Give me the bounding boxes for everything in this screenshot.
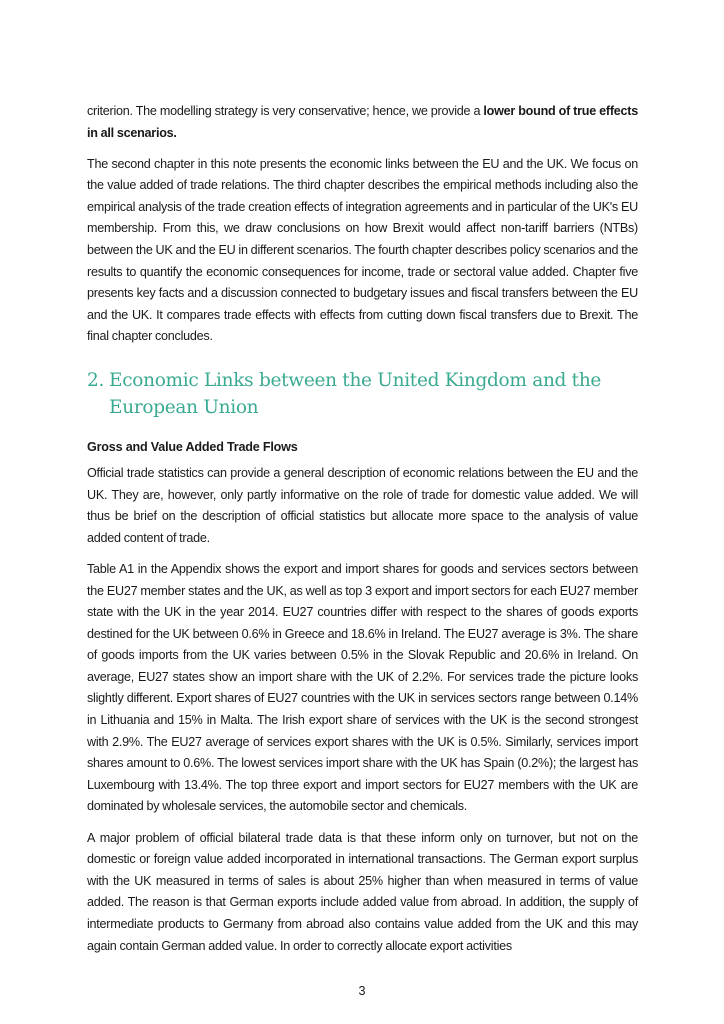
bold-emphasis: lower bound of true effects in all scenarios. (87, 104, 638, 140)
paragraph-value-added: A major problem of official bilateral trade data is that these inform only on turnover, but not on the domestic or foreign value added incorporated in international transactions. The German export surplus with the UK measured in terms of sales is about 25% higher than when measured in terms of value added. The reason is that German exports include added value from abroad. In addition, the supply of intermediate products to Germany from abroad also contains value added from the UK and this may again contain German added value. In order to correctly allocate export activities (87, 830, 638, 953)
section-number: 2. (87, 370, 105, 392)
page-number: 3 (358, 984, 366, 999)
paragraph-table-a1: Table A1 in the Appendix shows the export and import shares for goods and services sectors between the EU27 member states and the UK, as well as top 3 export and import sectors for each EU27 member state with the UK in the year 2014. EU27 countries differ with respect to the shares of goods exports destined for the UK between 0.6% in Greece and 18.6% in Ireland. The EU27 average is 3%. The share of goods imports from the UK varies between 0.5% in the Slovak Republic and 20.6% in Ireland. On average, EU27 states show an import share with the UK of 2.2%. For services trade the picture looks slightly different. Export shares of EU27 countries with the UK in services sectors range between 0.14% in Lithuania and 15% in Malta. The Irish export share of services with the UK is the second strongest with 2.9%. The EU27 average of services export shares with the UK is 0.5%. Similarly, services import shares amount to 0.6%. The lowest services import share with the UK has Spain (0.2%); the largest has Luxembourg with 13.4%. The top three export and import sectors for EU27 members with the UK are dominated by wholesale services, the automobile sector and chemicals. (87, 561, 638, 814)
section-title: Economic Links between the United Kingdom and the European Union (109, 370, 602, 419)
subsection-heading: Gross and Value Added Trade Flows (87, 440, 298, 455)
paragraph-chapter-overview: The second chapter in this note presents the economic links between the EU and the UK. We focus on the value added of trade relations. The third chapter describes the empirical methods including also the empirical analysis of the trade creation effects of integration agreements and in particular of the UK's EU membership. From this, we draw conclusions on how Brexit would affect non-tariff barriers (NTBs) between the UK and the EU in different scenarios. The fourth chapter describes policy scenarios and the results to quantify the economic consequences for income, trade or sectoral value added. Chapter five presents key facts and a discussion connected to budgetary issues and fiscal transfers between the EU and the UK. It compares trade effects with effects from cutting down fiscal transfers due to Brexit. The final chapter concludes. (87, 156, 638, 344)
paragraph-intro-end (87, 101, 638, 144)
document-body (87, 0, 638, 957)
paragraph-text: criterion. The modelling strategy is very conservative; hence, we provide a (87, 104, 484, 118)
paragraph-official-stats: Official trade statistics can provide a general description of economic relations between the EU and the UK. They are, however, only partly informative on the role of trade for domestic value added. We will thus be brief on the description of official statistics but allocate more space to the analysis of value added content of trade. (87, 466, 638, 545)
section-heading (87, 367, 638, 421)
